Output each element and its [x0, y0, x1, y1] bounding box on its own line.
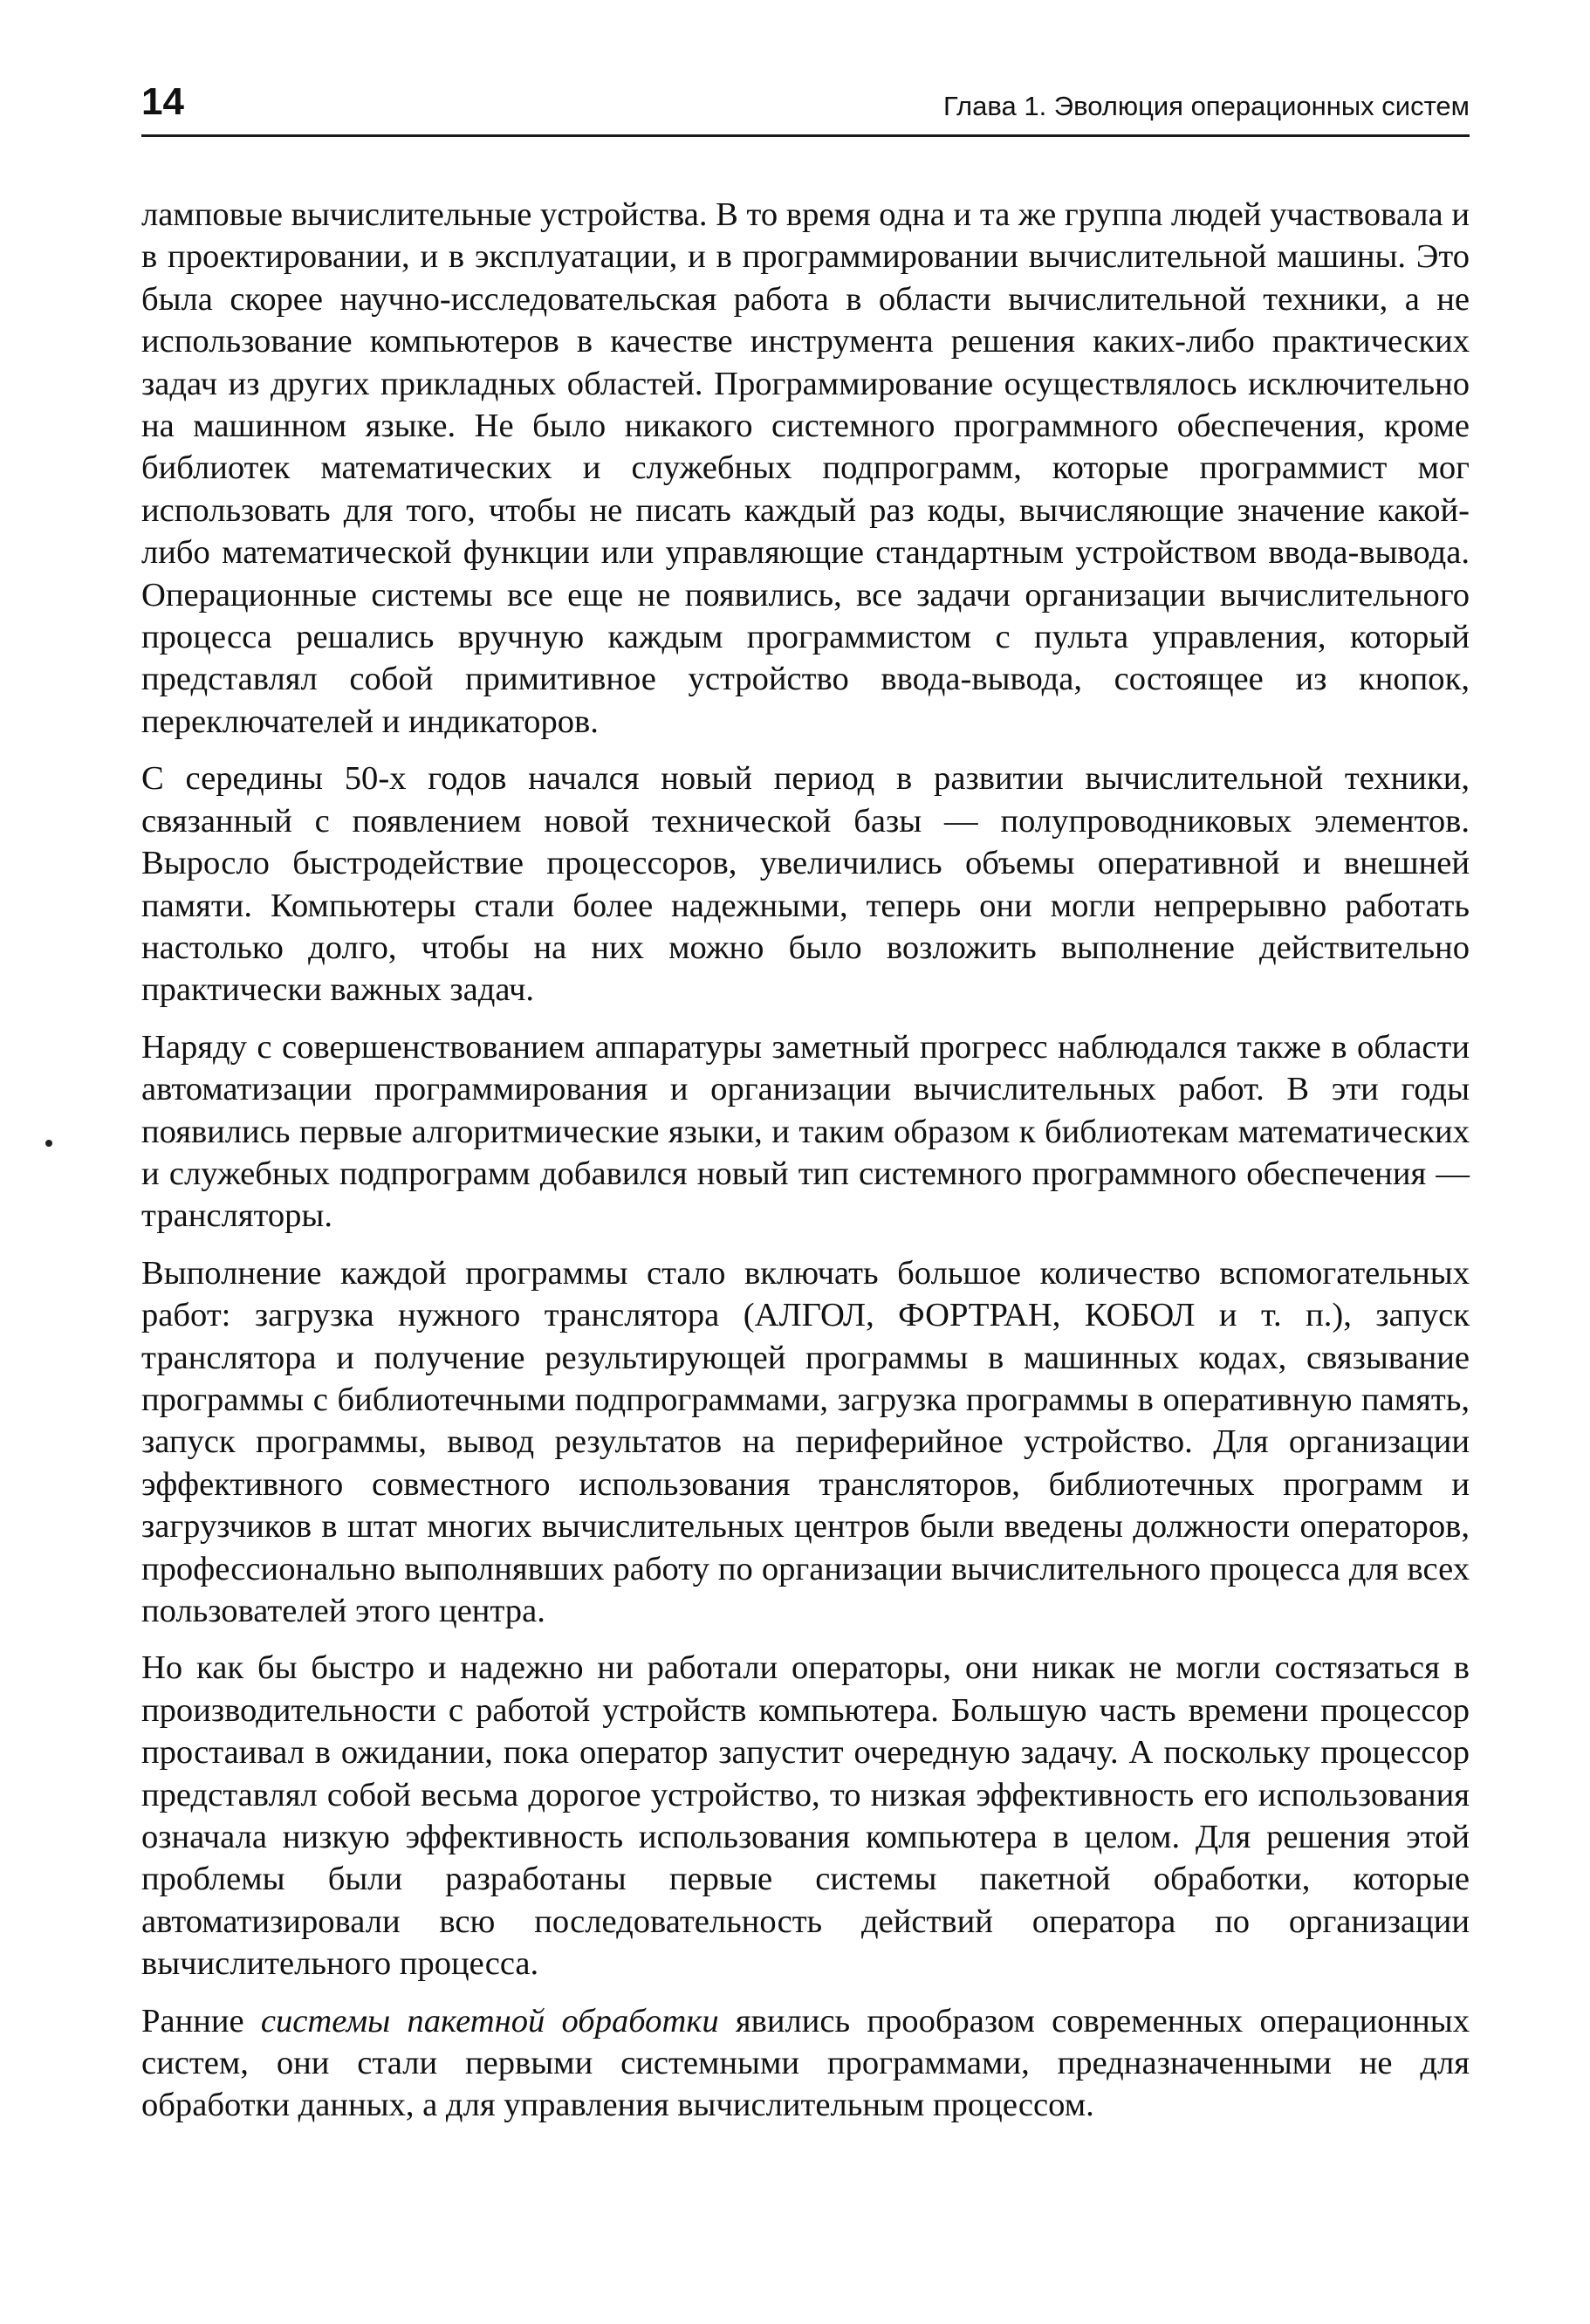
emphasized-term: системы пакетной обработки	[260, 2002, 719, 2039]
paragraph: Выполнение каждой программы стало включать большое количество вспомогательных работ: загрузка нужного транслятора (АЛГОЛ, ФОРТРАН, КОБОЛ и т. п.), запуск транслятора и получение результирующей программы в машинных кодах, связывание программы с библиотечными подпрограммами, загрузка программы в оперативную память, запуск программы, вывод результатов на периферийное устройство. Для организации эффективного совместного использования трансляторов, библиотечных программ и загрузчиков в штат многих вычислительных центров были введены должности операторов, профессионально выполнявших работу по организации вычислительного процесса для всех пользователей этого центра.	[141, 1254, 1470, 1629]
paragraph-lead-text: Ранние	[141, 2002, 261, 2039]
paragraph: Наряду с совершенствованием аппаратуры заметный прогресс наблюдался также в области автоматизации программирования и организации вычислительных работ. В эти годы появились первые алгоритмические языки, и таким образом к библиотекам математических и служебных подпрограмм добавился новый тип системного программного обеспечения — трансляторы.	[141, 1028, 1470, 1235]
paragraph-rest-text: явились прообразом современных операционных систем, они стали первыми системными программами, предназначенными не для обработки данных, а для управления вычислительным процессом.	[141, 2002, 1470, 2124]
paragraph: ламповые вычислительные устройства. В то время одна и та же группа людей участвовала и в проектировании, и в эксплуатации, и в программировании вычислительной машины. Это была скорее научно-исследовательская работа в области вычислительной техники, а не использование компьютеров в качестве инструмента решения каких-либо практических задач из других прикладных областей. Программирование осуществлялось исключительно на машинном языке. Не было никакого системного программного обеспечения, кроме библиотек математических и служебных подпрограмм, которые программист мог использовать для того, чтобы не писать каждый раз коды, вычисляющие значение какой-либо математической функции или управляющие стандартным устройством ввода-вывода. Операционные системы все еще не появились, все задачи организации вычислительного процесса решались вручную каждым программистом с пульта управления, который представлял собой примитивное устройство ввода-вывода, состоящее из кнопок, переключателей и индикаторов.	[141, 196, 1470, 740]
body-text	[141, 194, 1470, 2142]
page-number: 14	[141, 80, 184, 123]
paragraph: Но как бы быстро и надежно ни работали операторы, они никак не могли состязаться в производительности с работой устройств компьютера. Большую часть времени процессор простаивал в ожидании, пока оператор запустит очередную задачу. А поскольку процессор представлял собой весьма дорогое устройство, то низкая эффективность его использования означала низкую эффективность использования компьютера в целом. Для решения этой проблемы были разработаны первые системы пакетной обработки, которые автоматизировали всю последовательность действий оператора по организации вычислительного процесса.	[141, 1649, 1470, 1983]
margin-dot-mark	[45, 1140, 52, 1147]
running-header	[141, 75, 1470, 137]
paragraph: С середины 50-х годов начался новый период в развитии вычислительной техники, связанный с появлением новой технической базы — полупроводниковых элементов. Выросло быстродействие процессоров, увеличились объемы оперативной и внешней памяти. Компьютеры стали более надежными, теперь они могли непрерывно работать настолько долго, чтобы на них можно было возложить выполнение действительно практически важных задач.	[141, 760, 1470, 1009]
chapter-title: Глава 1. Эволюция операционных систем	[942, 91, 1470, 121]
paragraph-last	[141, 2000, 1470, 2127]
